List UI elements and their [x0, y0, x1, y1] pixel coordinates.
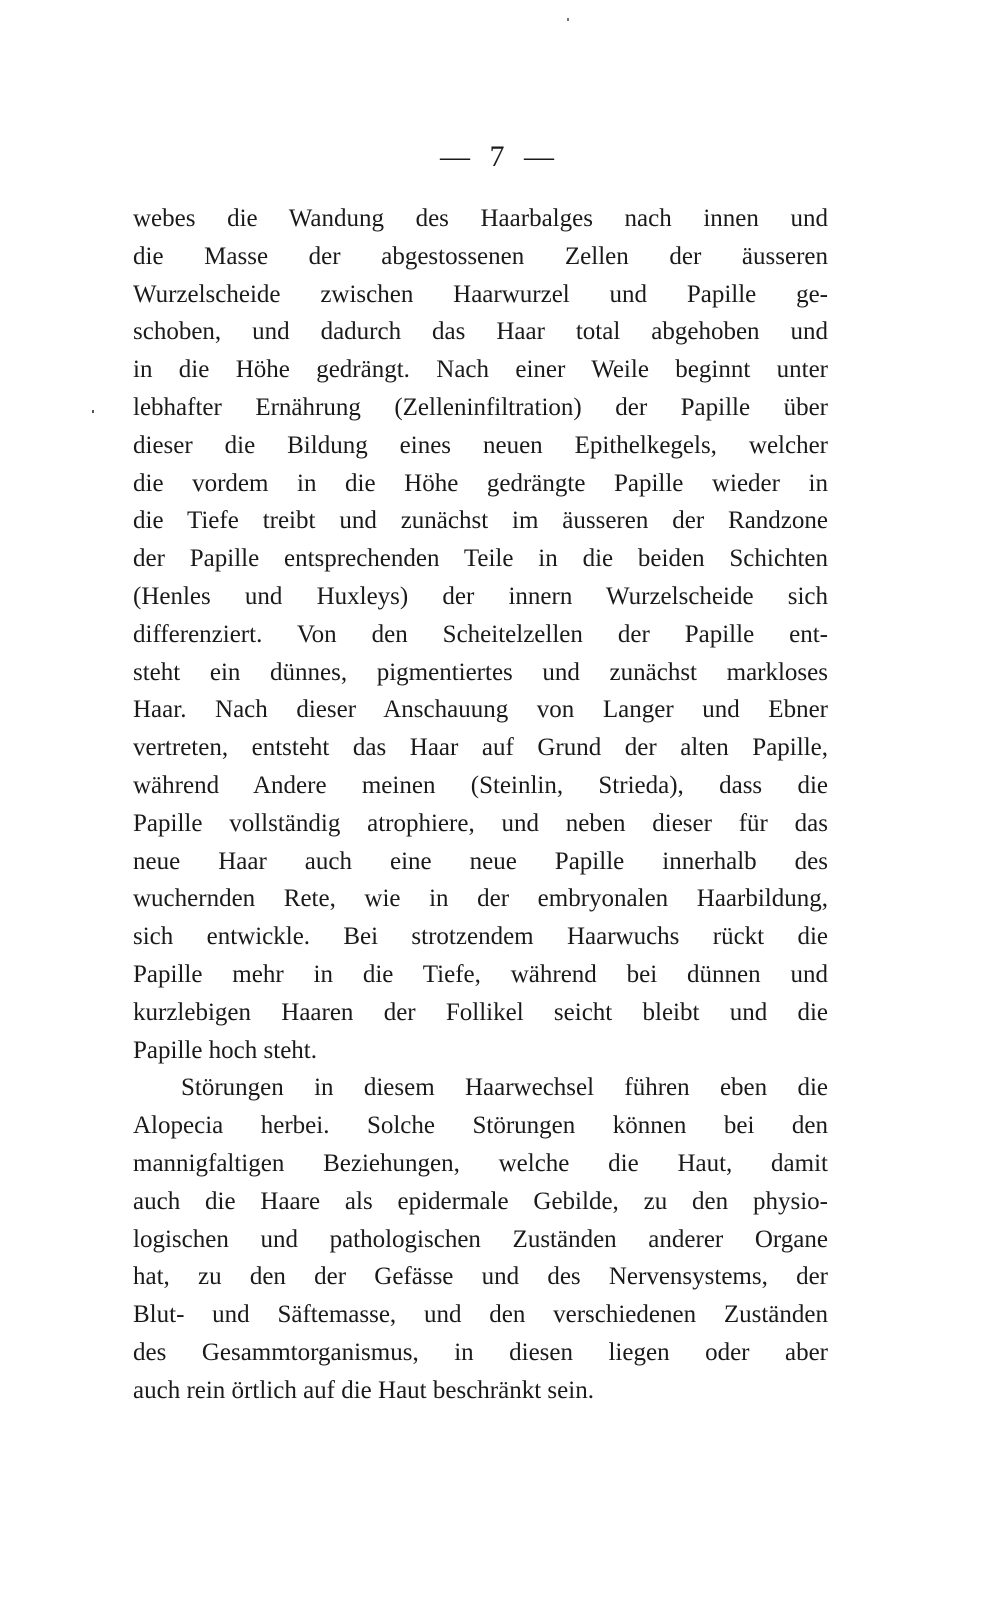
- text-line: der Papille entsprechenden Teile in die beiden Schichten: [133, 545, 828, 573]
- text-line: steht ein dünnes, pigmentiertes und zunächst markloses: [133, 658, 828, 686]
- text-line: wuchernden Rete, wie in der embryonalen Haarbildung,: [133, 885, 828, 913]
- margin-speck: [92, 410, 94, 413]
- text-line: Papille vollständig atrophiere, und neben dieser für das: [133, 809, 828, 837]
- paragraph-2: [133, 1069, 828, 1409]
- text-line: die vordem in die Höhe gedrängte Papille wieder in: [133, 469, 828, 497]
- text-line: Störungen in diesem Haarwechsel führen eben die: [181, 1074, 828, 1102]
- text-line: mannigfaltigen Beziehungen, welche die Haut, damit: [133, 1149, 828, 1177]
- text-line: sich entwickle. Bei strotzendem Haarwuchs rückt die: [133, 923, 828, 951]
- text-line: des Gesammtorganismus, in diesen liegen oder aber: [133, 1338, 828, 1366]
- body-text: [133, 200, 828, 1410]
- text-line: hat, zu den der Gefässe und des Nervensystems, der: [133, 1263, 828, 1291]
- text-line: in die Höhe gedrängt. Nach einer Weile beginnt unter: [133, 356, 828, 384]
- text-line: Wurzelscheide zwischen Haarwurzel und Papille ge-: [133, 280, 828, 308]
- text-line: Blut- und Säftemasse, und den verschiedenen Zuständen: [133, 1301, 828, 1329]
- text-line: während Andere meinen (Steinlin, Strieda), dass die: [133, 771, 828, 799]
- text-line: auch rein örtlich auf die Haut beschränkt sein.: [133, 1376, 594, 1404]
- paragraph-1: [133, 200, 828, 1069]
- text-line: logischen und pathologischen Zuständen anderer Organe: [133, 1225, 828, 1253]
- print-speck: [567, 18, 569, 21]
- text-line: Alopecia herbei. Solche Störungen können bei den: [133, 1112, 828, 1140]
- text-line: Papille mehr in die Tiefe, während bei dünnen und: [133, 960, 828, 988]
- text-line: auch die Haare als epidermale Gebilde, zu den physio-: [133, 1187, 828, 1215]
- text-line: kurzlebigen Haaren der Follikel seicht bleibt und die: [133, 998, 828, 1026]
- text-line: die Masse der abgestossenen Zellen der äusseren: [133, 242, 828, 270]
- text-line: (Henles und Huxleys) der innern Wurzelscheide sich: [133, 582, 828, 610]
- text-line: die Tiefe treibt und zunächst im äusseren der Randzone: [133, 507, 828, 535]
- page-number: — 7 —: [440, 140, 560, 173]
- text-line: neue Haar auch eine neue Papille innerhalb des: [133, 847, 828, 875]
- text-line: webes die Wandung des Haarbalges nach innen und: [133, 205, 828, 232]
- text-line: dieser die Bildung eines neuen Epithelkegels, welcher: [133, 431, 828, 459]
- text-line: lebhafter Ernährung (Zelleninfiltration) der Papille über: [133, 393, 828, 421]
- text-line: schoben, und dadurch das Haar total abgehoben und: [133, 318, 828, 346]
- text-line: differenziert. Von den Scheitelzellen der Papille ent-: [133, 620, 828, 648]
- text-line: Haar. Nach dieser Anschauung von Langer und Ebner: [133, 696, 828, 724]
- text-line: vertreten, entsteht das Haar auf Grund der alten Papille,: [133, 734, 828, 762]
- text-line: Papille hoch steht.: [133, 1036, 317, 1064]
